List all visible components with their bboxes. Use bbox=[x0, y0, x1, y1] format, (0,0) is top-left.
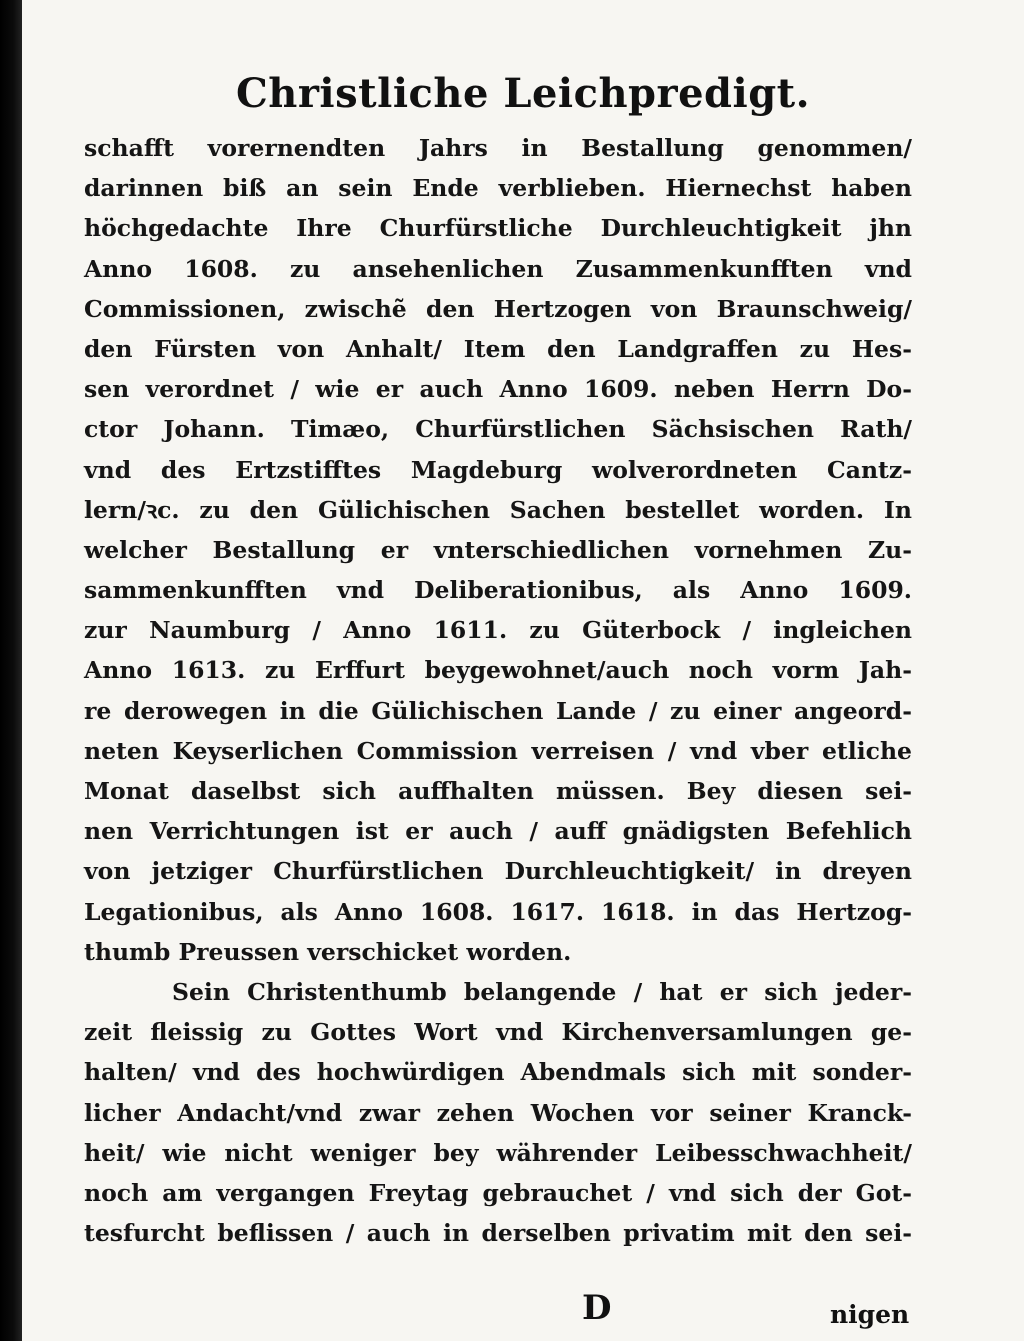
text-line: von jetziger Churfürstlichen Durchleuchtigkeit/ in dreyen bbox=[84, 857, 912, 886]
book-page bbox=[22, 0, 1024, 1341]
text-line: schafft vorernendten Jahrs in Bestallung genommen/ bbox=[84, 134, 912, 162]
catchword: nigen bbox=[830, 1300, 910, 1329]
text-line: noch am vergangen Freytag gebrauchet / vnd sich der Got- bbox=[84, 1178, 912, 1207]
text-line: halten/ vnd des hochwürdigen Abendmals sich mit sonder- bbox=[84, 1058, 912, 1087]
text-line: thumb Preussen verschicket worden. bbox=[84, 937, 572, 966]
text-line: vnd des Ertzstifftes Magdeburg wolverordneten Cantz- bbox=[84, 455, 912, 484]
text-line: Legationibus, als Anno 1608. 1617. 1618. in das Hertzog- bbox=[84, 897, 912, 926]
text-line: welcher Bestallung er vnterschiedlichen vornehmen Zu- bbox=[84, 535, 912, 564]
page-title: Christliche Leichpredigt. bbox=[235, 70, 811, 117]
text-line: lern/ꝛc. zu den Gülichischen Sachen bestellet worden. In bbox=[84, 495, 912, 524]
text-line: licher Andacht/vnd zwar zehen Wochen vor seiner Kranck- bbox=[84, 1098, 912, 1127]
page-edge-shadow bbox=[0, 0, 22, 1341]
text-line: Anno 1613. zu Erffurt beygewohnet/auch noch vorm Jah- bbox=[84, 656, 912, 685]
paragraph-first-line: Sein Christenthumb belangende / hat er sich jeder- bbox=[172, 977, 912, 1006]
signature-mark: D bbox=[582, 1288, 612, 1328]
text-line: zeit fleissig zu Gottes Wort vnd Kirchenversamlungen ge- bbox=[84, 1018, 912, 1047]
text-line: sammenkunfften vnd Deliberationibus, als Anno 1609. bbox=[84, 576, 912, 605]
text-line: tesfurcht beflissen / auch in derselben privatim mit den sei- bbox=[84, 1219, 912, 1248]
text-line: ctor Johann. Timæo, Churfürstlichen Sächsischen Rath/ bbox=[84, 415, 912, 444]
text-line: Commissionen, zwischẽ den Hertzogen von Braunschweig/ bbox=[84, 294, 912, 323]
text-line: re derowegen in die Gülichischen Lande / zu einer angeord- bbox=[84, 696, 912, 725]
text-line: Anno 1608. zu ansehenlichen Zusammenkunfften vnd bbox=[84, 254, 912, 283]
body-text bbox=[84, 128, 912, 1253]
text-line: nen Verrichtungen ist er auch / auff gnädigsten Befehlich bbox=[84, 817, 912, 846]
text-line: Monat daselbst sich auffhalten müssen. Bey diesen sei- bbox=[84, 777, 912, 805]
text-line: neten Keyserlichen Commission verreisen / vnd vber etliche bbox=[84, 736, 912, 765]
text-line: den Fürsten von Anhalt/ Item den Landgraffen zu Hes- bbox=[84, 334, 912, 363]
text-line: sen verordnet / wie er auch Anno 1609. neben Herrn Do- bbox=[84, 375, 912, 404]
text-line: zur Naumburg / Anno 1611. zu Güterbock / ingleichen bbox=[84, 616, 912, 645]
text-line: darinnen biß an sein Ende verblieben. Hiernechst haben bbox=[84, 174, 912, 203]
text-line: höchgedachte Ihre Churfürstliche Durchleuchtigkeit jhn bbox=[84, 214, 912, 243]
text-line: heit/ wie nicht weniger bey währender Leibesschwachheit/ bbox=[84, 1138, 912, 1167]
